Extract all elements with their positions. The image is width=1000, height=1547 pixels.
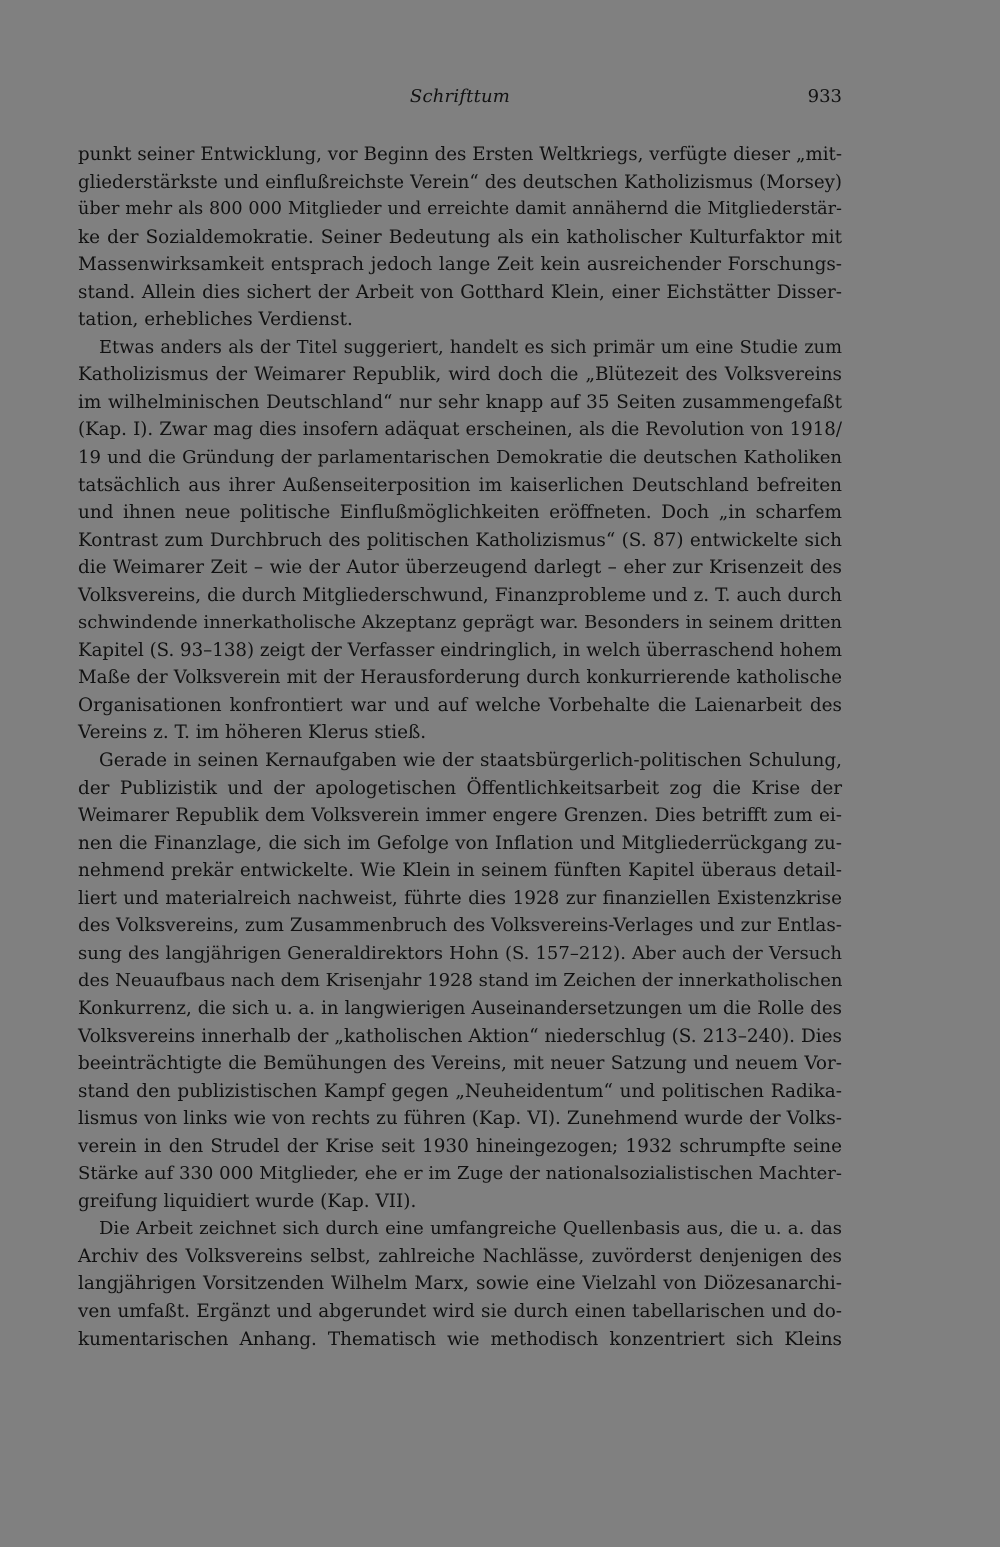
text-line: stand den publizistischen Kampf gegen „Neuheidentum“ und politischen Radika- — [78, 1080, 842, 1102]
page-header — [78, 86, 842, 116]
text-line: nehmend prekär entwickelte. Wie Klein in seinem fünften Kapitel überaus detail- — [78, 860, 842, 882]
text-line: Konkurrenz, die sich u. a. in langwierigen Auseinandersetzungen um die Rolle des — [78, 997, 842, 1019]
text-line: nen die Finanzlage, die sich im Gefolge von Inflation und Mitgliederrückgang zu- — [78, 832, 842, 854]
paragraph-4 — [78, 1215, 842, 1353]
text-line: Archiv des Volksvereins selbst, zahlreiche Nachlässe, zuvörderst denjenigen des — [78, 1245, 842, 1267]
text-line: schwindende innerkatholische Akzeptanz geprägt war. Besonders in seinem dritten — [78, 612, 842, 634]
text-line: Weimarer Republik dem Volksverein immer engere Grenzen. Dies betrifft zum ei- — [78, 805, 842, 827]
text-line: Volksvereins innerhalb der „katholischen Aktion“ niederschlug (S. 213–240). Dies — [78, 1025, 842, 1047]
text-line: Maße der Volksverein mit der Herausforderung durch konkurrierende katholische — [78, 667, 842, 689]
paragraph-1 — [78, 141, 842, 334]
text-line: Kontrast zum Durchbruch des politischen Katholizismus“ (S. 87) entwickelte sich — [78, 529, 842, 551]
body-text — [78, 141, 842, 1353]
text-line: Organisationen konfrontiert war und auf welche Vorbehalte die Laienarbeit des — [78, 694, 842, 716]
text-line: die Weimarer Zeit – wie der Autor überzeugend darlegt – eher zur Krisenzeit des — [78, 557, 842, 579]
text-line: des Volksvereins, zum Zusammenbruch des Volksvereins-Verlages und zur Entlas- — [78, 915, 842, 937]
text-line: greifung liquidiert wurde (Kap. VII). — [78, 1190, 417, 1212]
text-line: Gerade in seinen Kernaufgaben wie der staatsbürgerlich-politischen Schulung, — [99, 750, 842, 772]
text-line: Massenwirksamkeit entsprach jedoch lange Zeit kein ausreichender Forschungs- — [78, 254, 842, 276]
text-line: Die Arbeit zeichnet sich durch eine umfangreiche Quellenbasis aus, die u. a. das — [99, 1218, 842, 1240]
text-line: im wilhelminischen Deutschland“ nur sehr knapp auf 35 Seiten zusammengefaßt — [78, 391, 842, 413]
text-line: stand. Allein dies sichert der Arbeit von Gotthard Klein, einer Eichstätter Disser- — [78, 281, 842, 303]
text-line: 19 und die Gründung der parlamentarischen Demokratie die deutschen Katholiken — [78, 447, 842, 469]
text-line: kumentarischen Anhang. Thematisch wie methodisch konzentriert sich Kleins — [78, 1328, 842, 1350]
text-line: Volksvereins, die durch Mitgliederschwund, Finanzprobleme und z. T. auch durch — [78, 584, 842, 606]
text-line: ven umfaßt. Ergänzt und abgerundet wird sie durch einen tabellarischen und do- — [78, 1300, 842, 1322]
text-line: gliederstärkste und einflußreichste Verein“ des deutschen Katholizismus (Morsey) — [78, 171, 842, 193]
text-line: (Kap. I). Zwar mag dies insofern adäquat erscheinen, als die Revolution von 1918/ — [78, 419, 842, 441]
text-line: beeinträchtigte die Bemühungen des Vereins, mit neuer Satzung und neuem Vor- — [78, 1053, 842, 1075]
text-line: liert und materialreich nachweist, führte dies 1928 zur finanziellen Existenzkrise — [78, 887, 842, 909]
text-line: ke der Sozialdemokratie. Seiner Bedeutung als ein katholischer Kulturfaktor mit — [78, 226, 842, 248]
text-line: und ihnen neue politische Einflußmöglichkeiten eröffneten. Doch „in scharfem — [78, 502, 842, 524]
text-line: des Neuaufbaus nach dem Krisenjahr 1928 stand im Zeichen der innerkatholischen — [78, 970, 843, 992]
text-line: Stärke auf 330 000 Mitglieder, ehe er im Zuge der nationalsozialistischen Machter- — [78, 1163, 842, 1185]
text-line: Vereins z. T. im höheren Klerus stieß. — [78, 722, 427, 744]
text-line: tatsächlich aus ihrer Außenseiterposition im kaiserlichen Deutschland befreiten — [78, 474, 842, 496]
text-line: verein in den Strudel der Krise seit 1930 hineingezogen; 1932 schrumpfte seine — [78, 1135, 842, 1157]
text-line: der Publizistik und der apologetischen Öffentlichkeitsarbeit zog die Krise der — [78, 777, 842, 799]
paragraph-3 — [78, 747, 842, 1215]
text-line: punkt seiner Entwicklung, vor Beginn des Ersten Weltkriegs, verfügte dieser „mit- — [78, 144, 842, 165]
page-number: 933 — [807, 86, 842, 107]
running-title: Schrifttum — [409, 86, 511, 107]
text-line: über mehr als 800 000 Mitglieder und erreichte damit annähernd die Mitgliederstär- — [78, 199, 842, 220]
text-line: langjährigen Vorsitzenden Wilhelm Marx, sowie eine Vielzahl von Diözesanarchi- — [78, 1273, 842, 1295]
text-line: tation, erhebliches Verdienst. — [78, 309, 353, 331]
text-line: lismus von links wie von rechts zu führen (Kap. VI). Zunehmend wurde der Volks- — [78, 1108, 842, 1130]
text-line: sung des langjährigen Generaldirektors Hohn (S. 157–212). Aber auch der Versuch — [78, 942, 842, 964]
text-line: Katholizismus der Weimarer Republik, wird doch die „Blütezeit des Volksvereins — [78, 364, 842, 386]
text-line: Kapitel (S. 93–138) zeigt der Verfasser eindringlich, in welch überraschend hohem — [78, 639, 842, 661]
paragraph-2 — [78, 334, 842, 747]
text-line: Etwas anders als der Titel suggeriert, handelt es sich primär um eine Studie zum — [99, 336, 842, 358]
